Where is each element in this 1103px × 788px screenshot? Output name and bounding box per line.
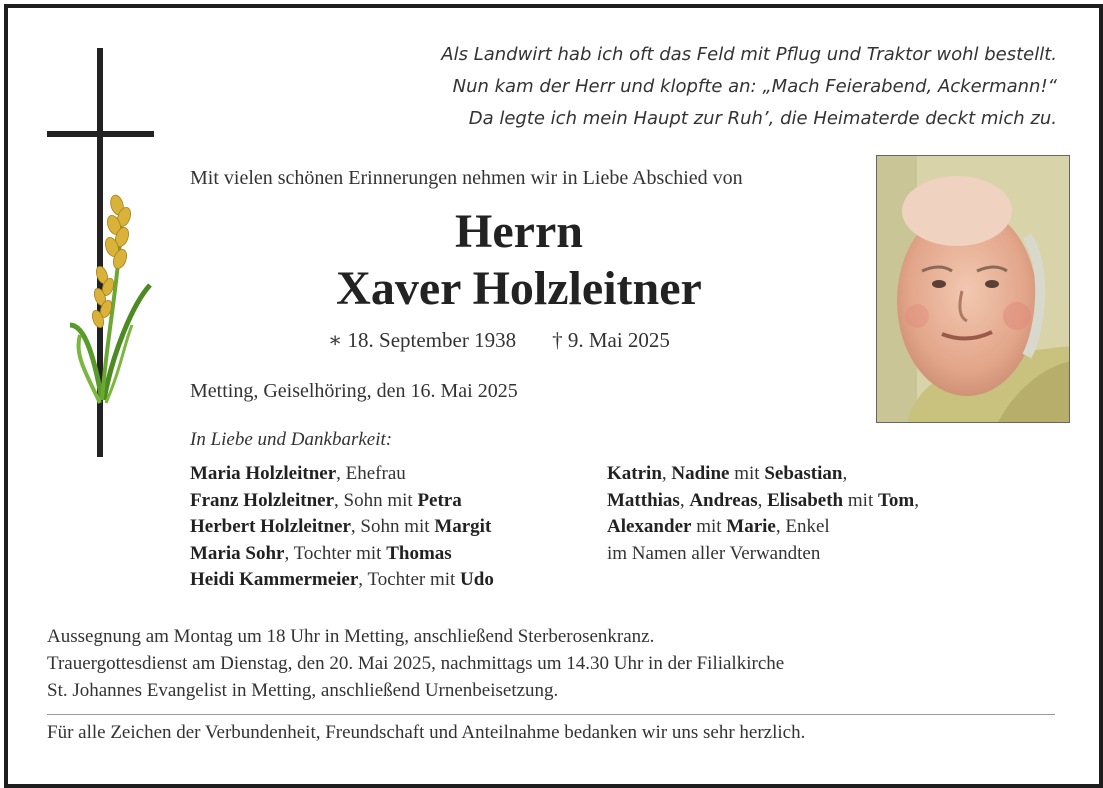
birth-date: ∗ 18. September 1938 (328, 328, 517, 352)
mourners-right-line (607, 488, 919, 515)
mourner-relation: mit (729, 463, 765, 484)
mourner-relation: im Namen aller Verwandten (607, 542, 821, 564)
mourners-right-line (607, 461, 919, 488)
thanks-heading: In Liebe und Dankbarkeit: (190, 429, 393, 450)
mourner-name: Maria Holzleitner (190, 463, 337, 484)
mourner-relation: , (661, 463, 672, 484)
mourner-relation: , (757, 489, 768, 511)
mourner-name: Maria Sohr (190, 542, 285, 564)
mourner-name: Andreas (689, 489, 758, 511)
cross-bar (47, 131, 154, 137)
mourners-left-line (190, 541, 494, 568)
mourner-name: Matthias (607, 489, 680, 511)
mourner-name: Elisabeth (767, 489, 844, 511)
mourner-relation: , Tochter mit (284, 542, 387, 564)
mourner-name: Herbert Holzleitner (190, 516, 351, 537)
mourner-name: Tom (877, 489, 915, 511)
mourner-relation: , Ehefrau (336, 463, 406, 484)
mourner-name: Marie (726, 516, 776, 537)
portrait-photo (876, 155, 1070, 423)
mourners-left (190, 461, 494, 594)
mourner-relation: , Tochter mit (358, 569, 461, 590)
mourner-relation: mit (843, 489, 878, 511)
poem-line-3: Da legte ich mein Haupt zur Ruh’, die Heimaterde deckt mich zu. (468, 108, 1057, 129)
salutation: Herrn (455, 205, 583, 258)
mourner-relation: , (914, 489, 919, 511)
death-date: † 9. Mai 2025 (552, 328, 670, 352)
mourner-relation: , Enkel (775, 516, 830, 537)
divider (47, 714, 1055, 715)
place-date: Metting, Geiselhöring, den 16. Mai 2025 (190, 380, 518, 402)
mourner-name: Franz Holzleitner (190, 489, 335, 511)
mourner-name: Alexander (607, 516, 692, 537)
mourners-left-line (190, 461, 494, 488)
mourner-relation: , Sohn mit (334, 489, 418, 511)
service-line-3: St. Johannes Evangelist in Metting, anschließend Urnenbeisetzung. (47, 680, 559, 701)
closing-text: Für alle Zeichen der Verbundenheit, Freundschaft und Anteilnahme bedanken wir uns sehr herzlich. (47, 722, 806, 743)
poem-line-2: Nun kam der Herr und klopfte an: „Mach Feierabend, Ackermann!“ (452, 76, 1057, 97)
mourners-left-line (190, 514, 494, 541)
mourner-name: Heidi Kammermeier (190, 569, 359, 590)
mourners-left-line (190, 567, 494, 594)
mourner-name: Katrin (607, 463, 662, 484)
mourners-left-line (190, 488, 494, 515)
mourner-name: Nadine (671, 463, 730, 484)
mourners-right-line (607, 541, 919, 568)
service-line-1: Aussegnung am Montag um 18 Uhr in Metting, anschließend Sterberosenkranz. (47, 626, 655, 647)
mourner-name: Margit (434, 516, 492, 537)
wheat-icon (62, 175, 157, 415)
service-line-2: Trauergottesdienst am Dienstag, den 20. Mai 2025, nachmittags um 14.30 Uhr in der Filialkirche (47, 653, 785, 674)
poem-line-1: Als Landwirt hab ich oft das Feld mit Pflug und Traktor wohl bestellt. (441, 44, 1057, 65)
mourner-name: Petra (417, 489, 462, 511)
mourners-right (607, 461, 919, 567)
mourner-relation: mit (691, 516, 727, 537)
mourner-name: Thomas (386, 542, 452, 564)
mourners-right-line (607, 514, 919, 541)
life-dates (328, 328, 706, 353)
intro-text: Mit vielen schönen Erinnerungen nehmen wir in Liebe Abschied von (190, 167, 743, 189)
mourner-relation: , (842, 463, 848, 484)
mourner-name: Sebastian (764, 463, 843, 484)
mourner-name: Udo (460, 569, 494, 590)
deceased-name: Xaver Holzleitner (336, 262, 702, 315)
mourner-relation: , (679, 489, 690, 511)
mourner-relation: , Sohn mit (350, 516, 435, 537)
